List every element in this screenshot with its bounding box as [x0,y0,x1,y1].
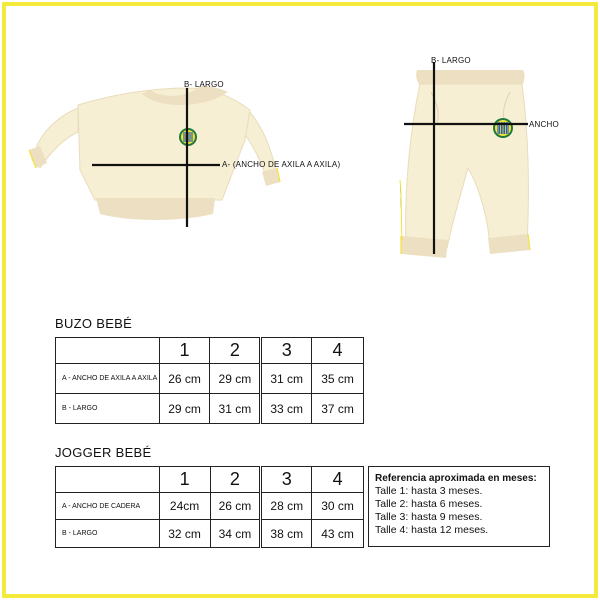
reference-line-3: Talle 3: hasta 9 meses. [375,511,483,523]
jogger-size-3: 3 [261,467,312,493]
jogger-size-2: 2 [210,467,261,493]
buzo-corner-cell [56,338,160,364]
reference-line-1: Talle 1: hasta 3 meses. [375,485,483,497]
buzo-b-size-2: 31 cm [210,394,261,424]
buzo-size-1: 1 [159,338,210,364]
jogger-b-size-4: 43 cm [312,520,364,548]
jogger-size-4: 4 [312,467,364,493]
sweater-length-label: B- LARGO [184,80,224,89]
table-row [56,364,364,394]
reference-title: Referencia aproximada en meses: [375,473,537,484]
table-row [56,493,364,520]
jogger-corner-cell [56,467,160,493]
buzo-title: BUZO BEBÉ [55,316,133,331]
jogger-a-size-2: 26 cm [210,493,261,520]
reference-line-4: Talle 4: hasta 12 meses. [375,524,489,536]
reference-line-2: Talle 2: hasta 6 meses. [375,498,483,510]
buzo-a-size-2: 29 cm [210,364,261,394]
jogger-illustration [400,62,530,258]
buzo-size-2: 2 [210,338,261,364]
jogger-a-size-1: 24cm [159,493,210,520]
jogger-size-header-row [56,467,364,493]
buzo-b-size-3: 33 cm [261,394,312,424]
buzo-row-label-b: B - LARGO [56,394,160,424]
buzo-size-3: 3 [261,338,312,364]
buzo-b-size-1: 29 cm [159,394,210,424]
table-row [56,520,364,548]
buzo-a-size-1: 26 cm [159,364,210,394]
jogger-b-size-2: 34 cm [210,520,261,548]
buzo-a-size-3: 31 cm [261,364,312,394]
sweater-width-label: A- (ANCHO DE AXILA A AXILA) [222,160,341,169]
buzo-a-size-4: 35 cm [312,364,364,394]
jogger-a-size-3: 28 cm [261,493,312,520]
age-reference-box [368,466,550,547]
jogger-length-label: B- LARGO [431,56,471,65]
sweater-illustration [29,86,280,227]
jogger-size-table [55,466,364,548]
buzo-size-table [55,337,364,424]
jogger-size-1: 1 [159,467,210,493]
jogger-width-label: ANCHO [529,120,559,129]
table-row [56,394,364,424]
jogger-a-size-4: 30 cm [312,493,364,520]
buzo-b-size-4: 37 cm [312,394,364,424]
jogger-row-label-a: A - ANCHO DE CADERA [56,493,160,520]
jogger-title: JOGGER BEBÉ [55,445,152,460]
buzo-size-4: 4 [312,338,364,364]
buzo-row-label-a: A - ANCHO DE AXILA A AXILA [56,364,160,394]
jogger-b-size-3: 38 cm [261,520,312,548]
jogger-b-size-1: 32 cm [159,520,210,548]
buzo-size-header-row [56,338,364,364]
jogger-row-label-b: B - LARGO [56,520,160,548]
